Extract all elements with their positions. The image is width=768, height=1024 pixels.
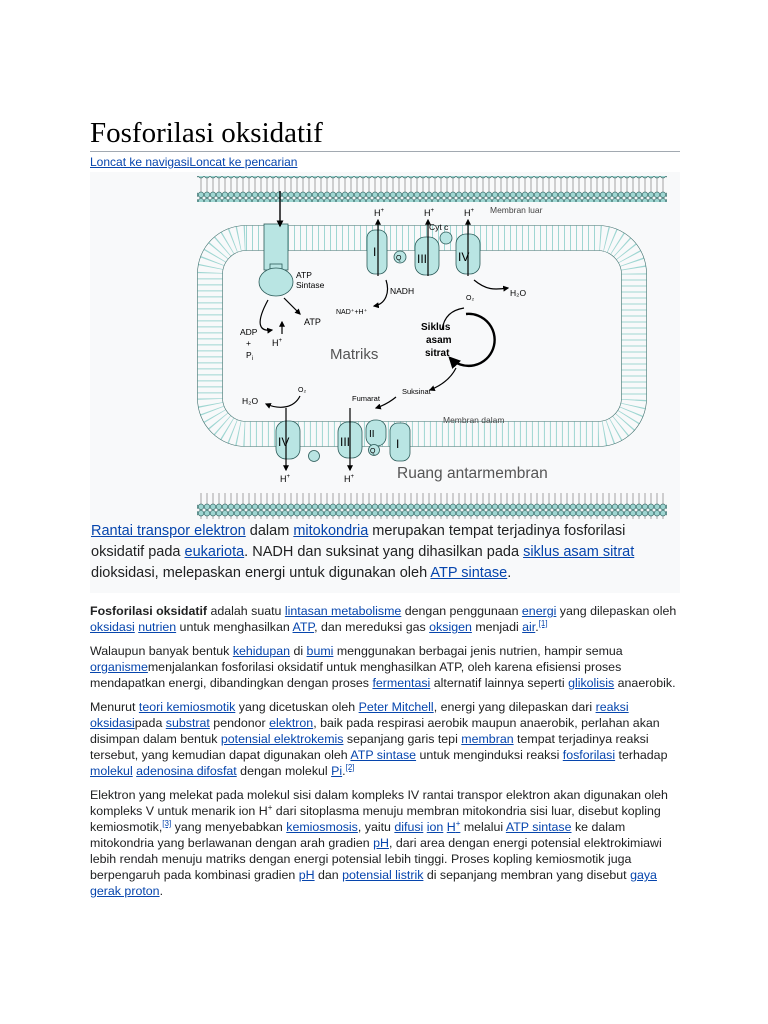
link-reaksi[interactable]: reaksi (595, 700, 629, 714)
article (90, 0, 680, 907)
oxygen-top-label: O₂ (466, 295, 475, 302)
page-title: Fosforilasi oksidatif (90, 0, 680, 152)
complex-q-top (394, 251, 406, 263)
matrix-label: Matriks (330, 346, 379, 363)
reference-1[interactable]: [1] (538, 618, 548, 628)
article-body (90, 603, 680, 899)
paragraph-1: Fosforilasi oksidatif adalah suatu lintasan metabolisme dengan penggunaan energi yang dilepaskan oleh oksidasi nutrien untuk menghasilkan ATP, dan mereduksi gas oksigen menjadi air.[1] (90, 604, 677, 634)
svg-text:IV: IV (278, 435, 290, 449)
intermembrane-space-label: Ruang antarmembran (397, 465, 548, 482)
link-fosforilasi[interactable]: fosforilasi (562, 748, 616, 762)
cycle-label-2: asam (426, 335, 452, 346)
h-plus-top-3: H (464, 208, 471, 218)
svg-text:H+: H+ (424, 208, 435, 218)
link-ph[interactable]: pH (373, 836, 389, 850)
reference-3[interactable]: [3] (162, 818, 172, 828)
svg-text:H+: H+ (374, 208, 385, 218)
complex-ii-bottom (366, 420, 386, 446)
electron-transport-chain-diagram[interactable] (90, 172, 680, 520)
link-energi[interactable]: energi (521, 604, 557, 618)
complex-i-top (367, 230, 387, 274)
link-air[interactable]: air (522, 620, 536, 634)
atp-synthase-label-1: ATP (296, 270, 312, 280)
atp-synthase (259, 191, 293, 296)
link-atp-sintase[interactable]: ATP sintase (430, 565, 508, 581)
link-oksigen[interactable]: oksigen (429, 620, 472, 634)
water-top-label: H₂O (510, 288, 527, 298)
cycle-label-3: sitrat (425, 348, 450, 359)
inner-membrane-label: Membran dalam (443, 415, 505, 425)
paragraph-4: Elektron yang melekat pada molekul sisi dalam kompleks IV rantai transpor elektron akan digunakan oleh kompleks V untuk menarik ion H+ dari sitoplasma menuju membran mitokondria sisi luar, disebut kopling kemiosmotik,[3] yang menyebabkan kemiosmosis, yaitu difusi ion H+ melalui ATP sintase ke dalam mitokondria yang berlawanan dengan arah gradien pH, dari area dengan energi potensial elektrokimiawi lebih rendah menuju matriks dengan energi potensial lebih tinggi. Proses kopling kemiosmotik juga berpengaruh pada kombinasi gradien pH dan potensial listrik di sepanjang membran yang disebut gaya gerak proton. (90, 788, 668, 898)
outer-membrane-label: Membran luar (490, 205, 543, 215)
complex-q-bottom (369, 445, 380, 456)
link-atp-sintase-3[interactable]: ATP sintase (505, 820, 572, 834)
link-molekul[interactable]: molekul (90, 764, 133, 778)
link-peter-mitchell[interactable]: Peter Mitchell (358, 700, 434, 714)
svg-text:II: II (369, 429, 375, 440)
paragraph-3: Menurut teori kemiosmotik yang dicetuskan oleh Peter Mitchell, energi yang dilepaskan dari reaksi oksidasipada substrat pendonor elektron, baik pada respirasi aerobik maupun anaerobik, perlahan akan disimpan dalam bentuk potensial elektrokemis sepanjang garis tepi membran tempat terjadinya reaksi tersebut, yang kemudian dapat digunakan oleh ATP sintase untuk menginduksi reaksi fosforilasi terhadap molekul adenosina difosfat dengan molekul Pi.[2] (90, 700, 668, 778)
plus-label: + (246, 338, 251, 348)
svg-text:H+: H+ (280, 474, 291, 484)
figure-caption: Rantai transpor elektron dalam mitokondria merupakan tempat terjadinya fosforilasi oksidatif pada eukariota. NADH dan suksinat yang dihasilkan pada siklus asam sitrat dioksidasi, melepaskan energi untuk digunakan oleh ATP sintase. (91, 523, 635, 581)
link-potensial-listrik[interactable]: potensial listrik (342, 868, 424, 882)
oxygen-bottom-label: O₂ (298, 387, 307, 394)
h-plus-bottom-1: H (280, 474, 287, 484)
jump-links (90, 154, 680, 170)
link-teori-kemiosmotik[interactable]: teori kemiosmotik (138, 700, 236, 714)
cyt-c-bottom (309, 451, 320, 462)
atp-label: ATP (304, 317, 321, 327)
link-nutrien[interactable]: nutrien (138, 620, 177, 634)
link-ph-2[interactable]: pH (298, 868, 315, 882)
link-adenosina-difosfat[interactable]: adenosina difosfat (136, 764, 237, 778)
link-glikolisis[interactable]: glikolisis (568, 676, 615, 690)
svg-text:H+: H+ (272, 338, 283, 348)
reference-2[interactable]: [2] (345, 762, 355, 772)
svg-text:H+: H+ (464, 208, 475, 218)
water-bottom-label: H₂O (242, 396, 259, 406)
pi-label: P (246, 350, 252, 360)
h-plus-top-2: H (424, 208, 431, 218)
link-oksidasi[interactable]: oksidasi (90, 620, 135, 634)
svg-text:Cyt c: Cyt c (429, 222, 449, 232)
svg-text:Pi (246, 350, 253, 362)
link-gaya-gerak-proton[interactable]: gaya gerak proton (90, 868, 657, 898)
pi-subscript: i (251, 356, 254, 362)
link-fermentasi[interactable]: fermentasi (372, 676, 431, 690)
figure (90, 172, 680, 593)
jump-to-navigation-link[interactable]: Loncat ke navigasi (90, 155, 190, 169)
link-difusi[interactable]: difusi (394, 820, 424, 834)
h-plus-top-1: H (374, 208, 381, 218)
svg-text:IV: IV (458, 250, 470, 264)
link-atp-sintase-2[interactable]: ATP sintase (350, 748, 417, 762)
outer-membrane-top (197, 176, 667, 202)
cycle-label-1: Siklus (421, 322, 451, 333)
nad-plus-label: NAD⁺+H⁺ (336, 309, 368, 316)
link-oksidasi-2[interactable]: oksidasi (90, 716, 135, 730)
link-lintasan-metabolisme[interactable]: lintasan metabolisme (284, 604, 402, 618)
link-atp[interactable]: ATP (292, 620, 315, 634)
paragraph-2: Walaupun banyak bentuk kehidupan di bumi menggunakan berbagai jenis nutrien, hampir semua organismemenjalankan fosforilasi oksidatif untuk menghasilkan ATP, oleh karena efisiensi proses mendapatkan energi, dibandingkan dengan proses fermentasi alternatif lainnya seperti glikolisis anaerobik. (90, 644, 676, 690)
link-organisme[interactable]: organisme (90, 660, 148, 674)
link-rantai-transpor-elektron[interactable]: Rantai transpor elektron (91, 523, 246, 539)
link-elektron[interactable]: elektron (269, 716, 314, 730)
svg-text:I: I (373, 245, 377, 259)
nadh-label: NADH (390, 286, 415, 296)
link-ion[interactable]: ion (426, 820, 444, 834)
succinate-label: Suksinat (402, 387, 431, 396)
svg-text:III: III (340, 435, 351, 449)
atp-synthase-label-2: Sintase (296, 280, 325, 290)
h-plus-label: H (272, 338, 279, 348)
link-kemiosmosis[interactable]: kemiosmosis (286, 820, 358, 834)
link-pi[interactable]: Pi (331, 764, 343, 778)
complex-iii-top (415, 237, 439, 275)
outer-membrane-bottom (197, 493, 667, 519)
complex-i-bottom (390, 423, 410, 461)
link-kehidupan[interactable]: kehidupan (232, 644, 291, 658)
jump-to-search-link[interactable]: Loncat ke pencarian (189, 155, 298, 169)
link-eukariota[interactable]: eukariota (184, 544, 245, 560)
h-plus-bottom-2: H (344, 474, 351, 484)
svg-text:Q: Q (370, 448, 376, 455)
svg-text:H+: H+ (344, 474, 355, 484)
link-membran[interactable]: membran (461, 732, 514, 746)
link-h-plus[interactable]: H+ (446, 818, 461, 834)
svg-text:III: III (417, 252, 428, 266)
link-siklus-asam-sitrat[interactable]: siklus asam sitrat (523, 544, 635, 560)
link-mitokondria[interactable]: mitokondria (293, 523, 369, 539)
adp-label: ADP (240, 327, 258, 337)
link-bumi[interactable]: bumi (306, 644, 334, 658)
svg-text:I: I (396, 437, 400, 451)
link-potensial-elektrokemis[interactable]: potensial elektrokemis (220, 732, 344, 746)
atp-synthesis-arrow (260, 300, 272, 330)
link-substrat[interactable]: substrat (165, 716, 210, 730)
complex-iv-bottom (276, 421, 300, 459)
svg-text:Q: Q (396, 255, 402, 262)
fumarate-label: Fumarat (352, 394, 380, 403)
